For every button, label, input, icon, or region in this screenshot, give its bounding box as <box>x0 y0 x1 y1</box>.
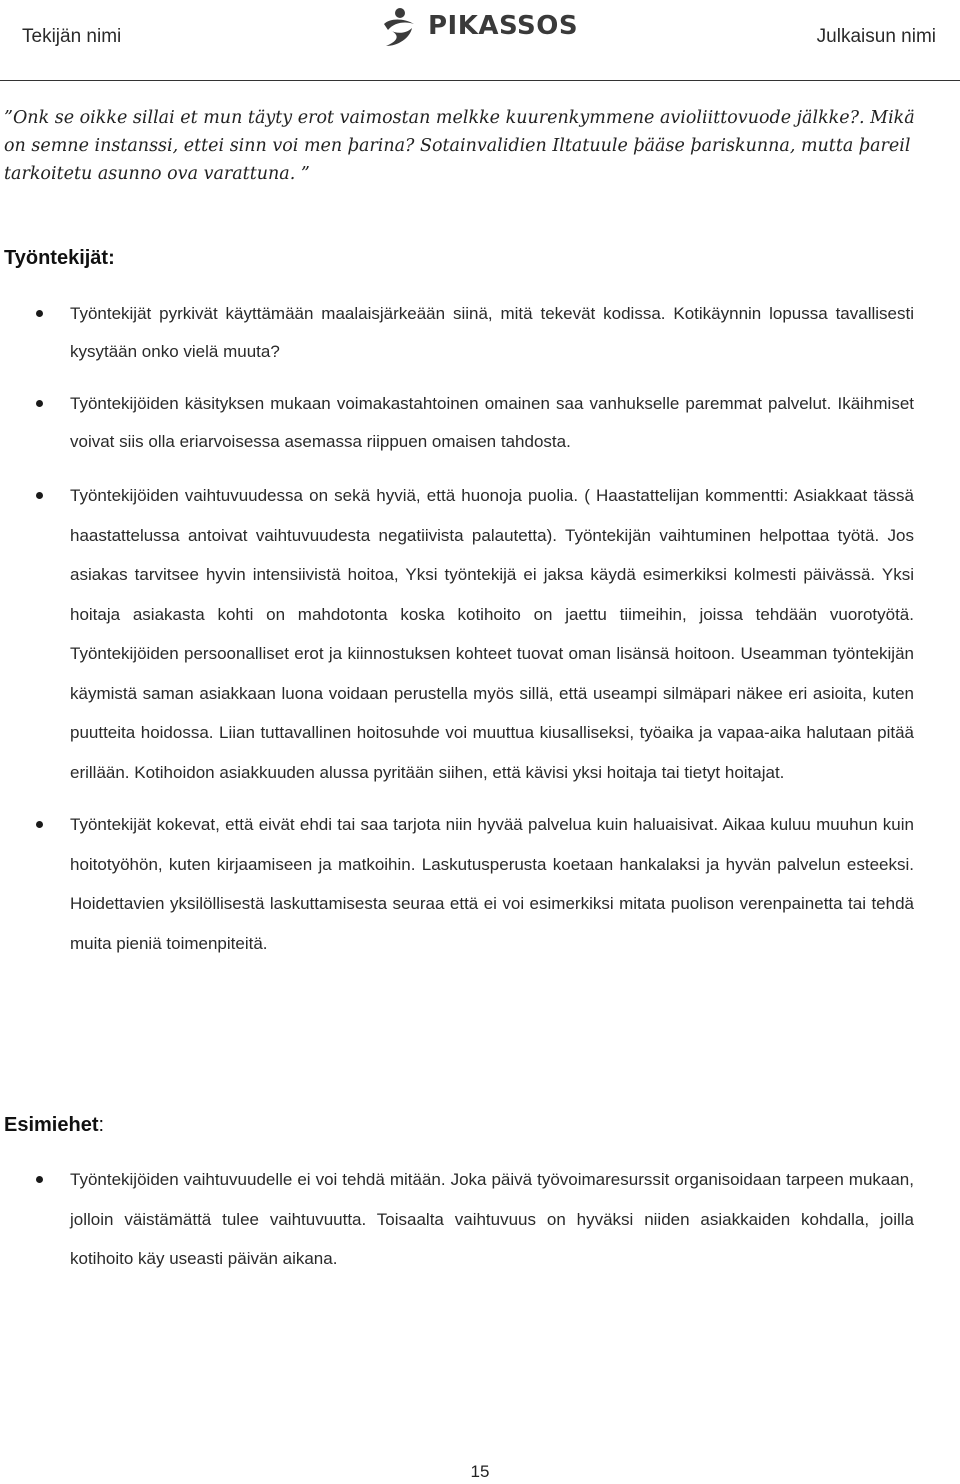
list-item-text: Työntekijät kokevat, että eivät ehdi tai saa tarjota niin hyvää palvelua kuin haluaisivat. Aikaa kuluu muuhun kuin hoitotyöhön, kuten kirjaamiseen ja matkoihin. Laskutusperusta koetaan hankalaksi ja hyvän palvelun esteeksi. Hoidettavien yksilöllisestä laskuttamisesta seuraa että ei voi esimerkiksi mitata puolison verenpainetta tai tehdä muita pieniä toimenpiteitä. <box>70 815 914 953</box>
section-heading-managers-text: Esimiehet <box>4 1114 99 1136</box>
workers-list <box>0 295 960 963</box>
list-item-text: Työntekijät pyrkivät käyttämään maalaisjärkeään siinä, mitä tekevät kodissa. Kotikäynnin lopussa tavallisesti kysytään onko vielä muuta? <box>70 304 914 361</box>
list-item <box>0 1160 960 1279</box>
list-item-text: Työntekijöiden vaihtuvuudessa on sekä hyviä, että huonoja puolia. ( Haastattelijan kommentti: Asiakkaat tässä haastattelussa antoivat vaihtuvuudesta negatiivista palautetta). Työntekijän vaihtuminen helpottaa työtä. Jos asiakas tarvitsee hyvin intensiivistä hoitoa, Yksi työntekijä ei jaksa käydä esimerkiksi kolmesti päivässä. Yksi hoitaja asiakasta kohti on mahdotonta koska kotihoito on jaettu tiimeihin, joissa tehdään vuorotyötä. Työntekijöiden persoonalliset erot ja kiinnostuksen kohteet tuovat oman lisänsä hoitoon. Useamman työntekijän käymistä saman asiakkaan luona voidaan perustella myös sillä, että useampi silmäpari näkee eri asioita, kuten puutteita hoidossa. Liian tuttavallinen hoitosuhde voi muuttua kiusalliseksi, työaika ja vapaa-aika halutaan pitää erillään. Kotihoidon asiakkuuden alussa pyritään siihen, että kävisi yksi hoitaja tai tietyt hoitajat. <box>70 486 914 782</box>
pikassos-logo <box>376 4 578 48</box>
page-header <box>0 0 960 82</box>
bullet-icon <box>36 821 43 828</box>
list-item-text: Työntekijöiden käsityksen mukaan voimakastahtoinen omainen saa vanhukselle paremmat palvelut. Ikäihmiset voivat siis olla eriarvoisessa asemassa riippuen omaisen tahdosta. <box>70 394 914 451</box>
section-heading-managers <box>4 1114 104 1137</box>
bullet-icon <box>36 1176 43 1183</box>
list-item <box>0 805 960 963</box>
list-item-text: Työntekijöiden vaihtuvuudelle ei voi tehdä mitään. Joka päivä työvoimaresurssit organisoidaan tarpeen mukaan, jolloin väistämättä tulee vaihtuvuutta. Toisaalta vaihtuvuus on hyväksi niiden asiakkaiden kohdalla, joilla kotihoito käy useasti päivän aikana. <box>70 1170 914 1268</box>
author-name: Tekijän nimi <box>22 26 122 47</box>
logo-text: PIKASSOS <box>428 11 579 41</box>
section-heading-workers-text: Työntekijät: <box>4 247 115 269</box>
header-divider <box>0 80 960 81</box>
list-item <box>0 476 960 792</box>
managers-list <box>0 1160 960 1279</box>
bullet-icon <box>36 310 43 317</box>
bullet-icon <box>36 492 43 499</box>
pikassos-swirl-logo-icon <box>376 4 422 48</box>
bullet-icon <box>36 400 43 407</box>
section-heading-managers-colon: : <box>98 1114 105 1136</box>
list-item <box>0 295 960 371</box>
page-number: 15 <box>470 1462 490 1481</box>
list-item <box>0 385 960 461</box>
interview-quote: ”Onk se oikke sillai et mun täyty erot vaimostan melkke kuurenkymmene avioliittovuode jälkke?. Mikä on semne instanssi, ettei sinn voi men þarina? Sotainvalidien Iltatuule þääse þariskunna, mutta þareil tarkoitetu asunno ova varattuna. ” <box>4 108 915 184</box>
section-heading-workers <box>4 247 115 270</box>
publication-name: Julkaisun nimi <box>816 26 936 47</box>
